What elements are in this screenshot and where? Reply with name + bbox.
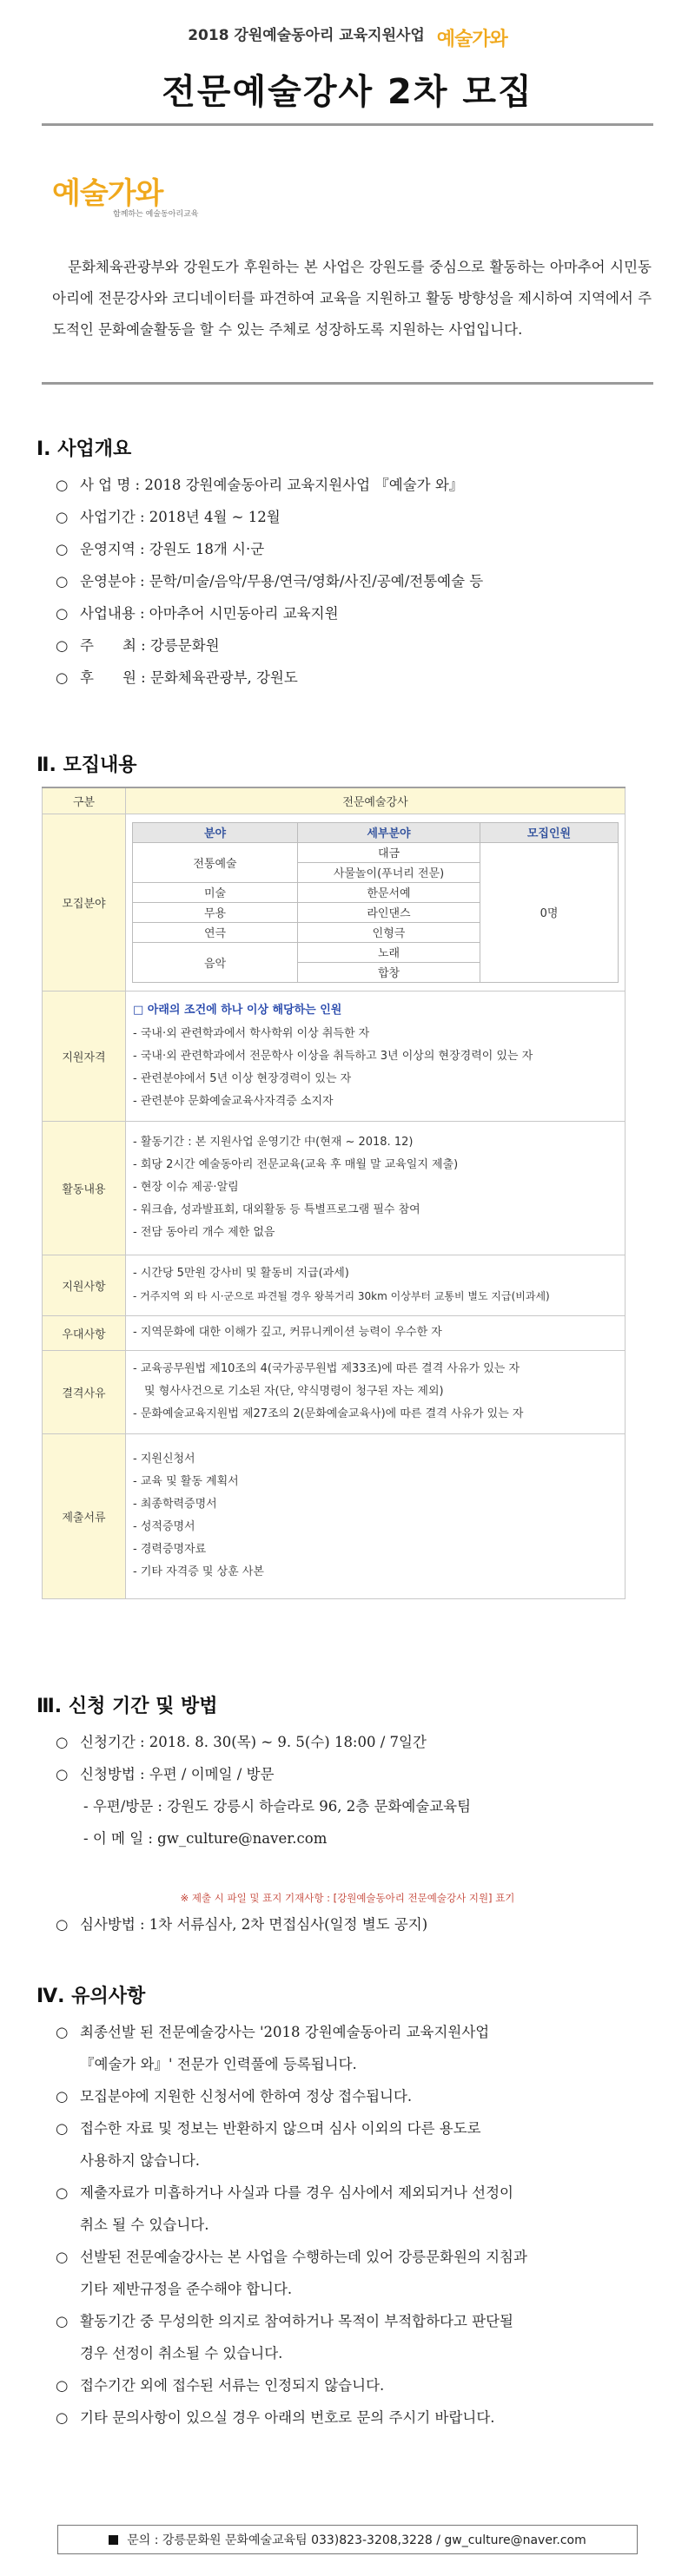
activity-list [133,1131,618,1244]
field-cell: 음악 [133,942,298,982]
list-item: ○ 접수기간 외에 접수된 서류는 인정되지 않습니다. [56,2377,385,2394]
list-item: 취소 될 수 있습니다. [80,2217,209,2233]
list-item: - 관련분야 문화예술교육사자격증 소지자 [133,1095,334,1108]
detail-cell: 합창 [298,962,480,982]
list-item: 경우 선정이 취소될 수 있습니다. [80,2345,283,2362]
sub-header-field: 분야 [133,822,298,842]
row-label-documents: 제출서류 [43,1433,126,1598]
list-item: - 교육공무원법 제10조의 4(국가공무원법 제33조)에 따른 결격 사유가 있는 자 [133,1362,520,1375]
submission-note: ※ 제출 시 파일 및 표지 기재사항 : [강원예술동아리 전문예술강사 지원] 표기 [180,1892,515,1904]
field-cell: 전통예술 [133,842,298,882]
list-item: - 기타 자격증 및 상훈 사본 [133,1565,264,1578]
list-item: 사용하지 않습니다. [80,2152,201,2169]
field-cell: 미술 [133,882,298,902]
list-item: ○ 운영분야 : 문학/미술/음악/무용/연극/영화/사진/공예/전통예술 등 [56,573,484,590]
list-item: - 전담 동아리 개수 제한 없음 [133,1226,275,1239]
header-subtitle [0,23,695,51]
list-item: - 이 메 일 : gw_culture@naver.com [83,1830,328,1847]
list-item: ○ 모집분야에 지원한 신청서에 한하여 정상 접수됩니다. [56,2088,413,2105]
review-list [56,1908,655,1940]
list-item: - 교육 및 활동 계획서 [133,1475,239,1488]
list-item: - 국내·외 관련학과에서 전문학사 이상을 취득하고 3년 이상의 현장경력이 있는 자 [133,1050,533,1063]
detail-cell: 사물놀이(푸너리 전문) [298,862,480,882]
support-list [133,1262,618,1308]
col-header-role: 전문예술강사 [126,787,626,814]
list-item: - 관련분야에서 5년 이상 현장경력이 있는 자 [133,1072,352,1085]
notes-list [56,2016,655,2434]
list-item: ○ 주 최 : 강릉문화원 [56,637,220,654]
square-bullet-icon [109,2535,118,2545]
list-item: ○ 선발된 전문예술강사는 본 사업을 수행하는데 있어 강릉문화원의 지침과 [56,2249,527,2265]
disqualification-list [133,1358,618,1426]
list-item: - 국내·외 관련학과에서 학사학위 이상 취득한 자 [133,1027,370,1040]
list-item: - 거주지역 외 타 시·군으로 파견될 경우 왕복거리 30km 이상부터 교통비 별도 지급(비과세) [133,1290,550,1302]
fields-subtable [132,822,619,983]
contact-footer [57,2525,638,2554]
list-item: ○ 기타 문의사항이 있으실 경우 아래의 번호로 문의 주시기 바랍니다. [56,2409,495,2426]
contact-text: 문의 : 강릉문화원 문화예술교육팀 033)823-3208,3228 / gw_culture@naver.com [127,2533,586,2547]
list-item: - 경력증명자료 [133,1543,207,1556]
list-item: - 현장 이슈 제공·알림 [133,1181,239,1194]
application-list [56,1726,655,1855]
list-item: ○ 활동기간 중 무성의한 의지로 참여하거나 목적이 부적합하다고 판단될 [56,2313,513,2329]
brand-logo-small: 예술가와 [436,29,507,50]
detail-cell: 대금 [298,842,480,862]
list-item: - 회당 2시간 예술동아리 전문교육(교육 후 매월 말 교육일지 제출) [133,1158,459,1171]
list-item: ○ 사업기간 : 2018년 4월 ~ 12월 [56,509,281,525]
overview-list [56,469,655,694]
section-overview-title: Ⅰ. 사업개요 [36,438,132,460]
section-application-title: Ⅲ. 신청 기간 및 방법 [36,1696,218,1717]
row-label-disqualification: 결격사유 [43,1350,126,1433]
list-item: ○ 후 원 : 문화체육관광부, 강원도 [56,669,298,686]
row-label-qualification: 지원자격 [43,991,126,1121]
list-item: - 지역문화에 대한 이해가 깊고, 커뮤니케이션 능력이 우수한 자 [133,1326,442,1339]
list-item: ○ 제출자료가 미흡하거나 사실과 다를 경우 심사에서 제외되거나 선정이 [56,2184,513,2201]
list-item: ○ 운영지역 : 강원도 18개 시·군 [56,541,265,557]
qualification-heading: □ 아래의 조건에 하나 이상 해당하는 인원 [133,1004,342,1017]
detail-cell: 노래 [298,942,480,962]
list-item: 및 형사사건으로 기소된 자(단, 약식명령이 청구된 자는 제외) [133,1385,444,1398]
list-item: ○ 접수한 자료 및 정보는 반환하지 않으며 심사 이외의 다른 용도로 [56,2120,481,2137]
field-cell: 무용 [133,902,298,922]
row-label-fields: 모집분야 [43,814,126,991]
intro-paragraph: 문화체육관광부와 강원도가 후원하는 본 사업은 강원도를 중심으로 활동하는 아마추어 시민동아리에 전문강사와 코디네이터를 파견하여 교육을 지원하고 활동 방향성을 제시하여 지역에서 주도적인 문화예술활동을 할 수 있는 주체로 성장하도록 지원하는 사업입니다. [52,259,652,338]
field-cell: 연극 [133,922,298,942]
list-item: - 워크숍, 성과발표회, 대외활동 등 특별프로그램 필수 참여 [133,1203,420,1216]
list-item: ○ 신청기간 : 2018. 8. 30(목) ~ 9. 5(수) 18:00 / 7일간 [56,1734,427,1750]
list-item: - 문화예술교육지원법 제27조의 2(문화예술교육사)에 따른 결격 사유가 있는 자 [133,1407,524,1420]
sub-header-detail: 세부분야 [298,822,480,842]
detail-cell: 한문서예 [298,882,480,902]
section-notes-title: Ⅳ. 유의사항 [36,1986,146,2007]
detail-cell: 인형극 [298,922,480,942]
recruitment-table [42,787,626,1599]
list-item: - 우편/방문 : 강원도 강릉시 하슬라로 96, 2층 문화예술교육팀 [83,1798,472,1815]
row-label-preference: 우대사항 [43,1315,126,1350]
list-item: - 시간당 5만원 강사비 및 활동비 지급(과세) [133,1267,349,1280]
count-cell: 0명 [480,842,619,982]
sub-header-count: 모집인원 [480,822,619,842]
preference-list [133,1321,618,1344]
list-item: 기타 제반규정을 준수해야 합니다. [80,2281,293,2297]
row-label-activity: 활동내용 [43,1121,126,1255]
subtitle-text: 2018 강원예술동아리 교육지원사업 [188,27,425,44]
intro-divider [42,382,653,385]
row-label-support: 지원사항 [43,1255,126,1315]
section-recruitment-title: Ⅱ. 모집내용 [36,754,137,776]
list-item: ○ 사 업 명 : 2018 강원예술동아리 교육지원사업 『예술가 와』 [56,477,464,493]
list-item: ○ 사업내용 : 아마추어 시민동아리 교육지원 [56,605,339,622]
page-title: 전문예술강사 2차 모집 [162,72,533,112]
list-item: - 활동기간 : 본 지원사업 운영기간 中(현재 ~ 2018. 12) [133,1136,414,1149]
list-item: ○ 최종선발 된 전문예술강사는 '2018 강원예술동아리 교육지원사업 [56,2024,490,2040]
col-header-category: 구분 [43,787,126,814]
title-divider [42,123,653,126]
brand-logo: 예술가와 함께하는 예술동아리교육 [52,176,199,219]
list-item: - 지원신청서 [133,1453,195,1466]
list-item: - 성적증명서 [133,1520,195,1533]
qualification-list [133,1023,618,1113]
list-item: - 최종학력증명서 [133,1498,217,1511]
list-item: ○ 심사방법 : 1차 서류심사, 2차 면접심사(일정 별도 공지) [56,1916,428,1933]
list-item: ○ 신청방법 : 우편 / 이메일 / 방문 [56,1766,275,1782]
detail-cell: 라인댄스 [298,902,480,922]
list-item: 『예술가 와』' 전문가 인력풀에 등록됩니다. [80,2056,357,2072]
documents-list [133,1448,618,1584]
